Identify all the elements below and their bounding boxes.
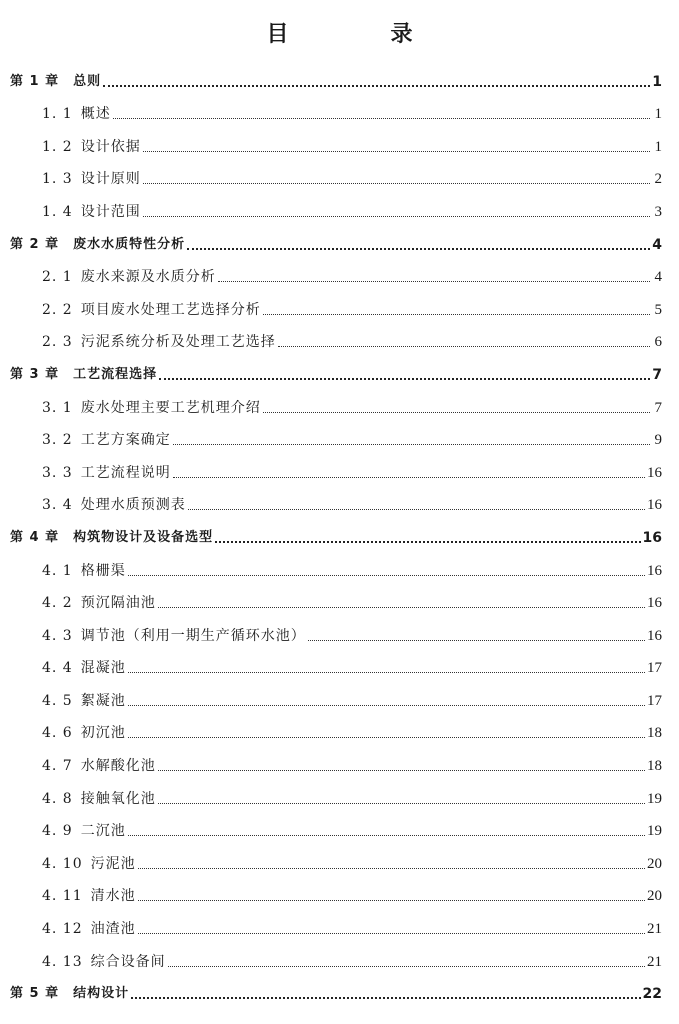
toc-entry-title: 废水处理主要工艺机理介绍	[80, 399, 261, 416]
dot-leader	[143, 183, 650, 184]
toc-entry-number: 4. 8	[42, 790, 73, 807]
toc-entry-number: 2. 2	[42, 301, 73, 318]
toc-page-number: 16	[647, 595, 662, 612]
toc-entry-title: 工艺流程说明	[80, 464, 171, 481]
toc-entry-number: 3. 4	[42, 497, 73, 514]
toc-entry-number: 4. 4	[42, 660, 73, 677]
toc-entry-title: 清水池	[90, 888, 136, 905]
toc-page-number: 21	[647, 953, 662, 970]
toc-entry-label	[42, 464, 171, 482]
dot-leader	[158, 803, 645, 804]
toc-page-number: 22	[642, 986, 662, 1003]
toc-section-entry[interactable]	[0, 677, 679, 710]
toc-entry-title: 接触氧化池	[80, 790, 156, 807]
toc-entry-label	[42, 562, 126, 580]
toc-entry-number: 4. 13	[42, 953, 83, 970]
toc-entry-title: 调节池（利用一期生产循环水池）	[80, 627, 306, 644]
toc-entry-number: 2. 3	[42, 334, 73, 351]
toc-entry-title: 结构设计	[73, 986, 130, 1002]
toc-entry-number: 4. 9	[42, 823, 73, 840]
toc-section-entry[interactable]	[0, 319, 679, 352]
dot-leader	[263, 412, 650, 413]
toc-section-entry[interactable]	[0, 286, 679, 319]
toc-section-entry[interactable]	[0, 905, 679, 938]
toc-page-number: 16	[642, 529, 662, 546]
dot-leader	[131, 997, 640, 999]
toc-entry-number: 4. 7	[42, 758, 73, 775]
toc-entry-title: 废水水质特性分析	[73, 236, 186, 252]
dot-leader	[103, 85, 650, 87]
toc-page-number: 21	[647, 921, 662, 938]
toc-entry-title: 工艺方案确定	[80, 432, 171, 449]
toc-entry-label	[42, 170, 141, 188]
toc-page-number: 19	[647, 823, 662, 840]
toc-entry-title: 工艺流程选择	[73, 366, 158, 382]
dot-leader	[263, 314, 650, 315]
toc-entry-label	[10, 366, 157, 384]
toc-entry-label	[42, 105, 111, 123]
toc-entry-label	[10, 73, 101, 91]
toc-section-entry[interactable]	[0, 91, 679, 124]
toc-entry-title: 油渣池	[90, 921, 136, 938]
toc-entry-number: 1. 1	[42, 106, 73, 123]
toc-section-entry[interactable]	[0, 254, 679, 287]
toc-page-number: 17	[647, 692, 662, 709]
toc-entry-title: 预沉隔油池	[80, 595, 156, 612]
toc-entry-label	[42, 431, 171, 449]
dot-leader	[128, 575, 645, 576]
toc-page-number: 5	[654, 301, 662, 318]
dot-leader	[187, 248, 650, 250]
toc-entry-label	[42, 333, 276, 351]
toc-entry-label	[10, 236, 185, 254]
toc-entry-label	[42, 953, 166, 971]
toc-entry-label	[42, 790, 156, 808]
toc-entry-number: 4. 11	[42, 888, 83, 905]
toc-entry-label	[10, 529, 213, 547]
toc-section-entry[interactable]	[0, 384, 679, 417]
dot-leader	[128, 835, 645, 836]
dot-leader	[128, 672, 645, 673]
toc-section-entry[interactable]	[0, 710, 679, 743]
toc-page-number: 17	[647, 660, 662, 677]
toc-entry-number: 第 3 章	[10, 366, 60, 382]
dot-leader	[128, 737, 645, 738]
toc-entry-title: 设计范围	[80, 203, 141, 220]
toc-page-number: 6	[654, 334, 662, 351]
toc-entry-label	[42, 724, 126, 742]
toc-entry-label	[42, 757, 156, 775]
toc-section-entry[interactable]	[0, 123, 679, 156]
toc-entry-number: 3. 2	[42, 432, 73, 449]
toc-entry-label	[42, 268, 216, 286]
toc-chapter-entry[interactable]	[0, 221, 679, 254]
toc-page-number: 3	[654, 203, 662, 220]
table-of-contents	[0, 58, 679, 1003]
dot-leader	[173, 477, 645, 478]
toc-entry-label	[42, 920, 136, 938]
toc-section-entry[interactable]	[0, 775, 679, 808]
toc-entry-title: 水解酸化池	[80, 758, 156, 775]
toc-section-entry[interactable]	[0, 840, 679, 873]
toc-page-number: 7	[652, 366, 662, 383]
dot-leader	[188, 509, 645, 510]
dot-leader	[158, 607, 645, 608]
toc-page-number: 18	[647, 725, 662, 742]
toc-entry-label	[10, 985, 129, 1003]
dot-leader	[308, 640, 645, 641]
toc-chapter-entry[interactable]	[0, 514, 679, 547]
toc-entry-number: 4. 1	[42, 562, 73, 579]
toc-entry-label	[42, 138, 141, 156]
toc-page-number: 1	[654, 106, 662, 123]
page-title: 目 录	[266, 22, 453, 47]
toc-page-number: 4	[654, 269, 662, 286]
toc-entry-title: 混凝池	[80, 660, 126, 677]
toc-entry-title: 絮凝池	[80, 692, 126, 709]
dot-leader	[278, 346, 650, 347]
toc-entry-label	[42, 855, 136, 873]
toc-page-number: 20	[647, 855, 662, 872]
toc-page-number: 7	[654, 399, 662, 416]
toc-page-number: 4	[652, 236, 662, 253]
toc-entry-title: 污泥系统分析及处理工艺选择	[80, 334, 276, 351]
dot-leader	[218, 281, 650, 282]
toc-entry-number: 1. 3	[42, 171, 73, 188]
toc-entry-title: 综合设备间	[90, 953, 166, 970]
toc-entry-label	[42, 659, 126, 677]
toc-entry-number: 第 2 章	[10, 236, 60, 252]
toc-page-number: 16	[647, 562, 662, 579]
toc-entry-label	[42, 822, 126, 840]
toc-entry-number: 4. 3	[42, 627, 73, 644]
dot-leader	[138, 900, 645, 901]
toc-chapter-entry[interactable]	[0, 58, 679, 91]
dot-leader	[143, 151, 650, 152]
toc-section-entry[interactable]	[0, 547, 679, 580]
toc-entry-number: 4. 10	[42, 855, 83, 872]
dot-leader	[138, 933, 645, 934]
toc-entry-title: 格栅渠	[80, 562, 126, 579]
toc-entry-number: 第 4 章	[10, 529, 60, 545]
toc-entry-label	[42, 496, 186, 514]
toc-entry-number: 4. 2	[42, 595, 73, 612]
dot-leader	[168, 966, 645, 967]
toc-page-number: 16	[647, 627, 662, 644]
toc-entry-title: 构筑物设计及设备选型	[73, 529, 214, 545]
toc-section-entry[interactable]	[0, 873, 679, 906]
toc-entry-label	[42, 301, 261, 319]
toc-chapter-entry[interactable]	[0, 351, 679, 384]
toc-section-entry[interactable]	[0, 156, 679, 189]
toc-entry-title: 初沉池	[80, 725, 126, 742]
toc-section-entry[interactable]	[0, 938, 679, 971]
toc-entry-label	[42, 692, 126, 710]
dot-leader	[173, 444, 650, 445]
toc-page-number: 2	[654, 171, 662, 188]
toc-entry-number: 第 1 章	[10, 73, 60, 89]
toc-section-entry[interactable]	[0, 645, 679, 678]
toc-page-number: 16	[647, 497, 662, 514]
dot-leader	[215, 541, 640, 543]
toc-entry-title: 总则	[73, 73, 102, 89]
toc-entry-number: 3. 3	[42, 464, 73, 481]
dot-leader	[128, 705, 645, 706]
toc-entry-number: 4. 5	[42, 692, 73, 709]
dot-leader	[159, 378, 650, 380]
toc-entry-title: 项目废水处理工艺选择分析	[80, 301, 261, 318]
toc-entry-number: 1. 2	[42, 138, 73, 155]
toc-page-number: 19	[647, 790, 662, 807]
toc-entry-number: 4. 12	[42, 921, 83, 938]
toc-entry-number: 第 5 章	[10, 986, 60, 1002]
toc-section-entry[interactable]	[0, 580, 679, 613]
dot-leader	[113, 118, 650, 119]
toc-page-number: 16	[647, 464, 662, 481]
toc-chapter-entry[interactable]	[0, 971, 679, 1004]
toc-entry-title: 污泥池	[90, 855, 136, 872]
toc-entry-title: 设计依据	[80, 138, 141, 155]
toc-entry-number: 1. 4	[42, 203, 73, 220]
toc-section-entry[interactable]	[0, 808, 679, 841]
toc-entry-number: 4. 6	[42, 725, 73, 742]
toc-section-entry[interactable]	[0, 449, 679, 482]
toc-page-number: 20	[647, 888, 662, 905]
toc-entry-title: 概述	[80, 106, 111, 123]
toc-page-number: 1	[652, 73, 662, 90]
toc-page-number: 9	[654, 432, 662, 449]
toc-entry-label	[42, 594, 156, 612]
toc-entry-title: 处理水质预测表	[80, 497, 186, 514]
toc-section-entry[interactable]	[0, 188, 679, 221]
toc-entry-title: 二沉池	[80, 823, 126, 840]
toc-section-entry[interactable]	[0, 742, 679, 775]
dot-leader	[158, 770, 645, 771]
toc-section-entry[interactable]	[0, 612, 679, 645]
toc-entry-label	[42, 399, 261, 417]
dot-leader	[138, 868, 645, 869]
toc-section-entry[interactable]	[0, 482, 679, 515]
dot-leader	[143, 216, 650, 217]
toc-entry-label	[42, 203, 141, 221]
toc-entry-title: 废水来源及水质分析	[80, 269, 216, 286]
toc-section-entry[interactable]	[0, 417, 679, 450]
toc-entry-label	[42, 887, 136, 905]
toc-page-number: 1	[654, 138, 662, 155]
toc-entry-number: 2. 1	[42, 269, 73, 286]
toc-entry-title: 设计原则	[80, 171, 141, 188]
toc-page-number: 18	[647, 758, 662, 775]
toc-entry-label	[42, 627, 306, 645]
toc-entry-number: 3. 1	[42, 399, 73, 416]
